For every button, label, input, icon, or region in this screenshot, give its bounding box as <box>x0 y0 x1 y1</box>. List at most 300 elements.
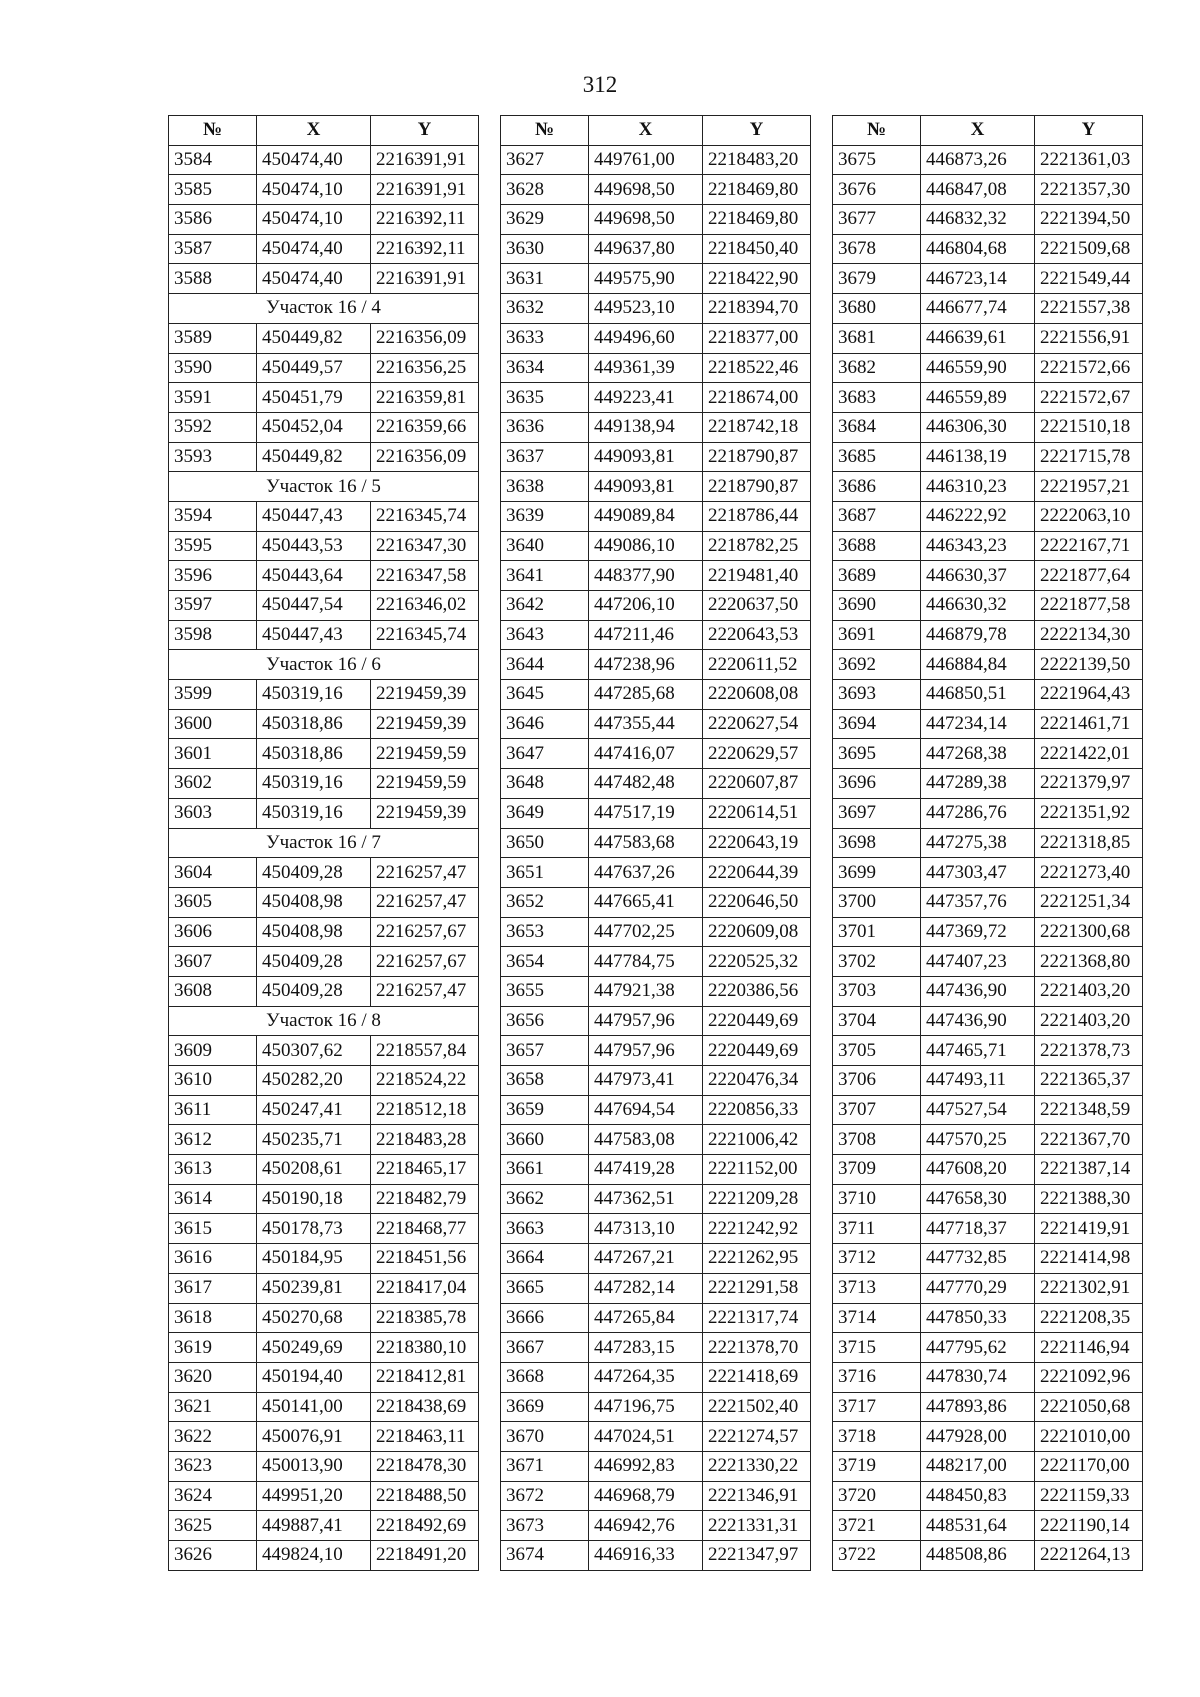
cell-x-coordinate: 450409,28 <box>257 976 371 1006</box>
cell-x-coordinate: 449093,81 <box>589 472 703 502</box>
cell-point-number: 3602 <box>169 769 257 799</box>
table-row <box>833 1422 1143 1452</box>
cell-y-coordinate: 2216356,09 <box>371 442 479 472</box>
cell-y-coordinate: 2218465,17 <box>371 1155 479 1185</box>
cell-x-coordinate: 447784,75 <box>589 947 703 977</box>
table-row <box>833 1333 1143 1363</box>
cell-point-number: 3638 <box>501 472 589 502</box>
cell-point-number: 3599 <box>169 680 257 710</box>
cell-x-coordinate: 449698,50 <box>589 175 703 205</box>
cell-point-number: 3609 <box>169 1036 257 1066</box>
table-row <box>501 1511 811 1541</box>
table-body <box>833 145 1143 1570</box>
cell-x-coordinate: 450409,28 <box>257 947 371 977</box>
cell-point-number: 3670 <box>501 1422 589 1452</box>
cell-point-number: 3664 <box>501 1244 589 1274</box>
table-row <box>833 1184 1143 1214</box>
table-row <box>501 472 811 502</box>
cell-x-coordinate: 450270,68 <box>257 1303 371 1333</box>
table-row <box>833 1244 1143 1274</box>
cell-y-coordinate: 2221264,13 <box>1035 1541 1143 1571</box>
cell-y-coordinate: 2221330,22 <box>703 1451 811 1481</box>
table-row <box>833 1155 1143 1185</box>
cell-y-coordinate: 2218412,81 <box>371 1362 479 1392</box>
cell-y-coordinate: 2218557,84 <box>371 1036 479 1066</box>
cell-y-coordinate: 2221877,64 <box>1035 561 1143 591</box>
cell-x-coordinate: 448217,00 <box>921 1451 1035 1481</box>
cell-x-coordinate: 447957,96 <box>589 1006 703 1036</box>
cell-y-coordinate: 2220644,39 <box>703 858 811 888</box>
cell-point-number: 3619 <box>169 1333 257 1363</box>
cell-y-coordinate: 2216359,81 <box>371 383 479 413</box>
cell-x-coordinate: 450451,79 <box>257 383 371 413</box>
cell-x-coordinate: 447770,29 <box>921 1273 1035 1303</box>
cell-y-coordinate: 2221378,73 <box>1035 1036 1143 1066</box>
cell-x-coordinate: 450318,86 <box>257 739 371 769</box>
cell-x-coordinate: 447303,47 <box>921 858 1035 888</box>
cell-point-number: 3651 <box>501 858 589 888</box>
cell-point-number: 3674 <box>501 1541 589 1571</box>
table-row <box>169 531 479 561</box>
cell-point-number: 3706 <box>833 1066 921 1096</box>
table-row <box>833 383 1143 413</box>
cell-point-number: 3614 <box>169 1184 257 1214</box>
table-row <box>169 383 479 413</box>
cell-point-number: 3669 <box>501 1392 589 1422</box>
cell-x-coordinate: 450447,43 <box>257 620 371 650</box>
table-row <box>169 1036 479 1066</box>
table-row <box>501 1244 811 1274</box>
cell-y-coordinate: 2218468,77 <box>371 1214 479 1244</box>
cell-point-number: 3637 <box>501 442 589 472</box>
table-row <box>833 1511 1143 1541</box>
column-header-y: Y <box>703 116 811 146</box>
cell-y-coordinate: 2220608,08 <box>703 680 811 710</box>
cell-y-coordinate: 2221170,00 <box>1035 1451 1143 1481</box>
cell-y-coordinate: 2221348,59 <box>1035 1095 1143 1125</box>
cell-x-coordinate: 450318,86 <box>257 709 371 739</box>
table-row <box>833 175 1143 205</box>
cell-point-number: 3712 <box>833 1244 921 1274</box>
cell-x-coordinate: 447238,96 <box>589 650 703 680</box>
cell-point-number: 3698 <box>833 828 921 858</box>
cell-point-number: 3615 <box>169 1214 257 1244</box>
section-row <box>169 828 479 858</box>
cell-y-coordinate: 2221557,38 <box>1035 294 1143 324</box>
cell-x-coordinate: 447285,68 <box>589 680 703 710</box>
cell-x-coordinate: 446847,08 <box>921 175 1035 205</box>
cell-x-coordinate: 447267,21 <box>589 1244 703 1274</box>
table-row <box>169 1451 479 1481</box>
table-row <box>169 353 479 383</box>
cell-x-coordinate: 447482,48 <box>589 769 703 799</box>
cell-point-number: 3662 <box>501 1184 589 1214</box>
table-row <box>833 976 1143 1006</box>
table-row <box>501 1066 811 1096</box>
table-row <box>169 858 479 888</box>
cell-point-number: 3633 <box>501 323 589 353</box>
table-row <box>169 1066 479 1096</box>
table-row <box>169 323 479 353</box>
cell-x-coordinate: 447286,76 <box>921 798 1035 828</box>
cell-y-coordinate: 2218422,90 <box>703 264 811 294</box>
cell-x-coordinate: 450247,41 <box>257 1095 371 1125</box>
table-row <box>833 501 1143 531</box>
cell-y-coordinate: 2221387,14 <box>1035 1155 1143 1185</box>
cell-y-coordinate: 2221394,50 <box>1035 205 1143 235</box>
cell-y-coordinate: 2216392,11 <box>371 205 479 235</box>
cell-point-number: 3653 <box>501 917 589 947</box>
cell-x-coordinate: 447265,84 <box>589 1303 703 1333</box>
cell-y-coordinate: 2221367,70 <box>1035 1125 1143 1155</box>
cell-y-coordinate: 2221379,97 <box>1035 769 1143 799</box>
table-row <box>169 264 479 294</box>
table-row <box>169 591 479 621</box>
cell-y-coordinate: 2221251,34 <box>1035 887 1143 917</box>
cell-y-coordinate: 2216359,66 <box>371 412 479 442</box>
cell-x-coordinate: 447206,10 <box>589 591 703 621</box>
table-row <box>169 798 479 828</box>
cell-y-coordinate: 2216392,11 <box>371 234 479 264</box>
cell-y-coordinate: 2220386,56 <box>703 976 811 1006</box>
cell-x-coordinate: 450447,54 <box>257 591 371 621</box>
cell-x-coordinate: 449086,10 <box>589 531 703 561</box>
cell-x-coordinate: 449887,41 <box>257 1511 371 1541</box>
cell-y-coordinate: 2220643,19 <box>703 828 811 858</box>
cell-y-coordinate: 2218483,20 <box>703 145 811 175</box>
table-row <box>169 887 479 917</box>
cell-x-coordinate: 447928,00 <box>921 1422 1035 1452</box>
cell-y-coordinate: 2221403,20 <box>1035 1006 1143 1036</box>
column-header-x: X <box>257 116 371 146</box>
table-row <box>833 917 1143 947</box>
section-title: Участок 16 / 5 <box>169 472 479 502</box>
cell-x-coordinate: 447264,35 <box>589 1362 703 1392</box>
table-row <box>501 145 811 175</box>
table-row <box>833 1273 1143 1303</box>
cell-point-number: 3681 <box>833 323 921 353</box>
cell-x-coordinate: 447362,51 <box>589 1184 703 1214</box>
table-row <box>833 1451 1143 1481</box>
cell-x-coordinate: 446916,33 <box>589 1541 703 1571</box>
cell-x-coordinate: 447275,38 <box>921 828 1035 858</box>
cell-y-coordinate: 2221242,92 <box>703 1214 811 1244</box>
cell-x-coordinate: 447957,96 <box>589 1036 703 1066</box>
table-row <box>501 1422 811 1452</box>
table-row <box>501 1303 811 1333</box>
cell-y-coordinate: 2216346,02 <box>371 591 479 621</box>
cell-y-coordinate: 2219459,39 <box>371 798 479 828</box>
cell-point-number: 3683 <box>833 383 921 413</box>
cell-x-coordinate: 447416,07 <box>589 739 703 769</box>
cell-point-number: 3620 <box>169 1362 257 1392</box>
table-row <box>833 472 1143 502</box>
cell-y-coordinate: 2216391,91 <box>371 145 479 175</box>
cell-point-number: 3623 <box>169 1451 257 1481</box>
cell-x-coordinate: 447436,90 <box>921 1006 1035 1036</box>
cell-y-coordinate: 2221274,57 <box>703 1422 811 1452</box>
section-title: Участок 16 / 4 <box>169 294 479 324</box>
cell-y-coordinate: 2221365,37 <box>1035 1066 1143 1096</box>
cell-x-coordinate: 447357,76 <box>921 887 1035 917</box>
cell-point-number: 3632 <box>501 294 589 324</box>
cell-point-number: 3689 <box>833 561 921 591</box>
table-row <box>833 1481 1143 1511</box>
cell-y-coordinate: 2218463,11 <box>371 1422 479 1452</box>
cell-x-coordinate: 447234,14 <box>921 709 1035 739</box>
cell-y-coordinate: 2221418,69 <box>703 1362 811 1392</box>
cell-point-number: 3650 <box>501 828 589 858</box>
table-header-row <box>501 116 811 146</box>
table-row <box>833 323 1143 353</box>
cell-x-coordinate: 450235,71 <box>257 1125 371 1155</box>
table-row <box>501 234 811 264</box>
cell-y-coordinate: 2221556,91 <box>1035 323 1143 353</box>
cell-y-coordinate: 2218469,80 <box>703 205 811 235</box>
cell-x-coordinate: 447419,28 <box>589 1155 703 1185</box>
cell-y-coordinate: 2220627,54 <box>703 709 811 739</box>
cell-point-number: 3696 <box>833 769 921 799</box>
cell-y-coordinate: 2221006,42 <box>703 1125 811 1155</box>
cell-y-coordinate: 2221351,92 <box>1035 798 1143 828</box>
cell-point-number: 3634 <box>501 353 589 383</box>
cell-point-number: 3639 <box>501 501 589 531</box>
column-header-x: X <box>589 116 703 146</box>
cell-x-coordinate: 446850,51 <box>921 680 1035 710</box>
cell-x-coordinate: 448450,83 <box>921 1481 1035 1511</box>
cell-x-coordinate: 447369,72 <box>921 917 1035 947</box>
table-row <box>169 1273 479 1303</box>
cell-y-coordinate: 2218469,80 <box>703 175 811 205</box>
cell-x-coordinate: 450443,64 <box>257 561 371 591</box>
cell-point-number: 3652 <box>501 887 589 917</box>
table-row <box>169 1155 479 1185</box>
cell-x-coordinate: 447973,41 <box>589 1066 703 1096</box>
table-row <box>501 709 811 739</box>
cell-point-number: 3685 <box>833 442 921 472</box>
cell-point-number: 3594 <box>169 501 257 531</box>
cell-x-coordinate: 447830,74 <box>921 1362 1035 1392</box>
cell-x-coordinate: 449575,90 <box>589 264 703 294</box>
cell-y-coordinate: 2221318,85 <box>1035 828 1143 858</box>
table-row <box>501 1541 811 1571</box>
table-row <box>169 620 479 650</box>
cell-y-coordinate: 2219459,39 <box>371 680 479 710</box>
cell-x-coordinate: 449361,39 <box>589 353 703 383</box>
cell-x-coordinate: 447694,54 <box>589 1095 703 1125</box>
table-row <box>501 1362 811 1392</box>
table-row <box>833 561 1143 591</box>
cell-y-coordinate: 2216347,58 <box>371 561 479 591</box>
cell-point-number: 3645 <box>501 680 589 710</box>
cell-y-coordinate: 2221302,91 <box>1035 1273 1143 1303</box>
cell-y-coordinate: 2221262,95 <box>703 1244 811 1274</box>
table-row <box>833 620 1143 650</box>
cell-y-coordinate: 2222134,30 <box>1035 620 1143 650</box>
cell-y-coordinate: 2220525,32 <box>703 947 811 977</box>
cell-x-coordinate: 450194,40 <box>257 1362 371 1392</box>
cell-x-coordinate: 447583,68 <box>589 828 703 858</box>
cell-point-number: 3679 <box>833 264 921 294</box>
cell-y-coordinate: 2222167,71 <box>1035 531 1143 561</box>
cell-point-number: 3703 <box>833 976 921 1006</box>
cell-x-coordinate: 446343,23 <box>921 531 1035 561</box>
cell-x-coordinate: 446222,92 <box>921 501 1035 531</box>
table-row <box>169 1244 479 1274</box>
cell-x-coordinate: 450408,98 <box>257 887 371 917</box>
section-row <box>169 294 479 324</box>
table-row <box>833 1066 1143 1096</box>
cell-y-coordinate: 2221422,01 <box>1035 739 1143 769</box>
column-header-x: X <box>921 116 1035 146</box>
cell-y-coordinate: 2218742,18 <box>703 412 811 442</box>
cell-x-coordinate: 447893,86 <box>921 1392 1035 1422</box>
cell-point-number: 3642 <box>501 591 589 621</box>
cell-y-coordinate: 2220449,69 <box>703 1036 811 1066</box>
cell-y-coordinate: 2221572,66 <box>1035 353 1143 383</box>
cell-point-number: 3606 <box>169 917 257 947</box>
table-row <box>501 1481 811 1511</box>
table-row <box>501 1095 811 1125</box>
cell-y-coordinate: 2220611,52 <box>703 650 811 680</box>
cell-x-coordinate: 449698,50 <box>589 205 703 235</box>
cell-x-coordinate: 449223,41 <box>589 383 703 413</box>
cell-y-coordinate: 2216345,74 <box>371 501 479 531</box>
table-row <box>833 294 1143 324</box>
cell-point-number: 3589 <box>169 323 257 353</box>
table-row <box>501 294 811 324</box>
cell-y-coordinate: 2218483,28 <box>371 1125 479 1155</box>
cell-y-coordinate: 2218438,69 <box>371 1392 479 1422</box>
table-row <box>169 709 479 739</box>
cell-x-coordinate: 447355,44 <box>589 709 703 739</box>
cell-x-coordinate: 447665,41 <box>589 887 703 917</box>
cell-point-number: 3673 <box>501 1511 589 1541</box>
cell-x-coordinate: 450249,69 <box>257 1333 371 1363</box>
cell-point-number: 3616 <box>169 1244 257 1274</box>
table-row <box>833 739 1143 769</box>
cell-point-number: 3692 <box>833 650 921 680</box>
cell-point-number: 3641 <box>501 561 589 591</box>
cell-x-coordinate: 446884,84 <box>921 650 1035 680</box>
cell-point-number: 3596 <box>169 561 257 591</box>
cell-point-number: 3611 <box>169 1095 257 1125</box>
table-row <box>169 739 479 769</box>
cell-x-coordinate: 447282,14 <box>589 1273 703 1303</box>
section-title: Участок 16 / 7 <box>169 828 479 858</box>
cell-point-number: 3704 <box>833 1006 921 1036</box>
cell-x-coordinate: 449951,20 <box>257 1481 371 1511</box>
table-row <box>501 1184 811 1214</box>
cell-x-coordinate: 447637,26 <box>589 858 703 888</box>
cell-y-coordinate: 2220646,50 <box>703 887 811 917</box>
cell-x-coordinate: 446310,23 <box>921 472 1035 502</box>
column-header-number: № <box>501 116 589 146</box>
cell-point-number: 3644 <box>501 650 589 680</box>
column-header-y: Y <box>1035 116 1143 146</box>
cell-point-number: 3693 <box>833 680 921 710</box>
cell-y-coordinate: 2221964,43 <box>1035 680 1143 710</box>
table-row <box>169 1214 479 1244</box>
cell-point-number: 3636 <box>501 412 589 442</box>
cell-x-coordinate: 450408,98 <box>257 917 371 947</box>
cell-point-number: 3647 <box>501 739 589 769</box>
cell-x-coordinate: 449496,60 <box>589 323 703 353</box>
cell-x-coordinate: 450319,16 <box>257 680 371 710</box>
section-row <box>169 1006 479 1036</box>
cell-x-coordinate: 450449,82 <box>257 442 371 472</box>
table-row <box>169 947 479 977</box>
table-row <box>833 650 1143 680</box>
table-row <box>501 798 811 828</box>
cell-point-number: 3590 <box>169 353 257 383</box>
table-row <box>501 1451 811 1481</box>
cell-y-coordinate: 2218488,50 <box>371 1481 479 1511</box>
cell-point-number: 3603 <box>169 798 257 828</box>
cell-y-coordinate: 2218492,69 <box>371 1511 479 1541</box>
cell-y-coordinate: 2220637,50 <box>703 591 811 621</box>
cell-x-coordinate: 446879,78 <box>921 620 1035 650</box>
cell-x-coordinate: 447024,51 <box>589 1422 703 1452</box>
cell-point-number: 3621 <box>169 1392 257 1422</box>
cell-point-number: 3707 <box>833 1095 921 1125</box>
table-row <box>501 383 811 413</box>
cell-y-coordinate: 2218790,87 <box>703 472 811 502</box>
cell-point-number: 3656 <box>501 1006 589 1036</box>
cell-point-number: 3597 <box>169 591 257 621</box>
cell-x-coordinate: 450449,82 <box>257 323 371 353</box>
table-row <box>169 1541 479 1571</box>
cell-y-coordinate: 2221146,94 <box>1035 1333 1143 1363</box>
coordinates-table-3 <box>832 115 1143 1571</box>
cell-point-number: 3718 <box>833 1422 921 1452</box>
table-row <box>169 1511 479 1541</box>
table-row <box>169 1362 479 1392</box>
cell-y-coordinate: 2221957,21 <box>1035 472 1143 502</box>
cell-x-coordinate: 450474,40 <box>257 145 371 175</box>
cell-y-coordinate: 2218512,18 <box>371 1095 479 1125</box>
table-body <box>169 145 479 1570</box>
table-row <box>833 1095 1143 1125</box>
cell-x-coordinate: 447570,25 <box>921 1125 1035 1155</box>
table-row <box>501 917 811 947</box>
table-row <box>501 828 811 858</box>
cell-point-number: 3686 <box>833 472 921 502</box>
table-row <box>501 353 811 383</box>
table-header-row <box>833 116 1143 146</box>
cell-y-coordinate: 2220449,69 <box>703 1006 811 1036</box>
section-row <box>169 650 479 680</box>
cell-point-number: 3649 <box>501 798 589 828</box>
coordinates-table-1 <box>168 115 479 1571</box>
table-row <box>833 798 1143 828</box>
cell-x-coordinate: 450443,53 <box>257 531 371 561</box>
cell-point-number: 3600 <box>169 709 257 739</box>
table-row <box>501 264 811 294</box>
table-row <box>169 976 479 1006</box>
cell-y-coordinate: 2221347,97 <box>703 1541 811 1571</box>
cell-y-coordinate: 2221361,03 <box>1035 145 1143 175</box>
cell-y-coordinate: 2218482,79 <box>371 1184 479 1214</box>
cell-y-coordinate: 2218786,44 <box>703 501 811 531</box>
cell-point-number: 3700 <box>833 887 921 917</box>
cell-y-coordinate: 2221159,33 <box>1035 1481 1143 1511</box>
table-row <box>169 234 479 264</box>
cell-x-coordinate: 446677,74 <box>921 294 1035 324</box>
cell-y-coordinate: 2220643,53 <box>703 620 811 650</box>
cell-point-number: 3671 <box>501 1451 589 1481</box>
cell-y-coordinate: 2221368,80 <box>1035 947 1143 977</box>
